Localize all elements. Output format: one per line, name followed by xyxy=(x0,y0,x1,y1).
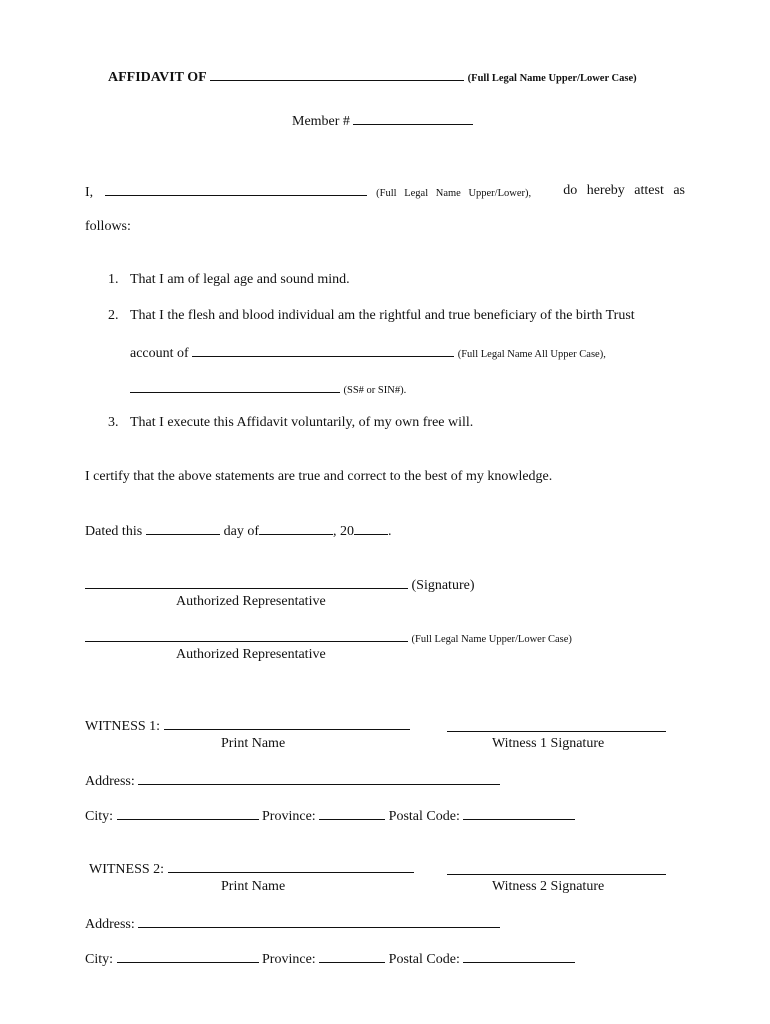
item-2-ssn xyxy=(130,380,406,399)
dated-line xyxy=(85,522,392,540)
witness-2-postal-field[interactable] xyxy=(463,950,575,963)
witness-1-address-field[interactable] xyxy=(138,772,500,785)
witness-2-city-line xyxy=(85,950,575,968)
witness-1-province-label: Province: xyxy=(262,809,316,824)
intro-line xyxy=(85,183,685,202)
item-3-number: 3. xyxy=(108,415,119,430)
full-name-line xyxy=(85,629,572,648)
intro-continuation: follows: xyxy=(85,219,131,234)
item-3 xyxy=(108,415,473,431)
witness-2-signature-field[interactable] xyxy=(447,862,666,875)
witness-2-province-label: Province: xyxy=(262,952,316,967)
dated-prefix: Dated this xyxy=(85,524,143,539)
dated-end: . xyxy=(388,524,392,539)
witness-2-name-field[interactable] xyxy=(168,860,414,873)
witness-2-province-field[interactable] xyxy=(319,950,385,963)
year-field[interactable] xyxy=(354,522,388,535)
day-field[interactable] xyxy=(146,522,220,535)
account-hint: (Full Legal Name All Upper Case), xyxy=(457,349,606,360)
intro-prefix: I, xyxy=(85,185,94,200)
affiant-name-field[interactable] xyxy=(210,68,464,81)
account-label: account of xyxy=(130,346,189,361)
item-2-number: 2. xyxy=(108,308,119,323)
item-3-text: That I execute this Affidavit voluntarily, of my own free will. xyxy=(130,415,474,430)
year-prefix: , 20 xyxy=(333,524,355,539)
witness-2-address-label: Address: xyxy=(85,917,135,932)
item-2-text: That I the flesh and blood individual am the rightful and true beneficiary of the birth Trust xyxy=(130,308,635,323)
certify-statement: I certify that the above statements are true and correct to the best of my knowledge. xyxy=(85,469,553,484)
ssn-field[interactable] xyxy=(130,380,340,393)
witness-1-signature-label: Witness 1 Signature xyxy=(492,736,605,751)
witness-2-signature-label: Witness 2 Signature xyxy=(492,879,605,894)
witness-1-city-line xyxy=(85,807,575,825)
item-1-number: 1. xyxy=(108,272,119,287)
item-1-text: That I am of legal age and sound mind. xyxy=(130,272,350,287)
witness-1-signature-field[interactable] xyxy=(447,719,666,732)
witness-1-address-line xyxy=(85,772,500,790)
witness-1-address-label: Address: xyxy=(85,774,135,789)
witness-1-city-label: City: xyxy=(85,809,114,824)
title-heading: AFFIDAVIT OF xyxy=(108,70,207,85)
witness-1-line xyxy=(85,717,410,735)
witness-2-label: WITNESS 2: xyxy=(89,862,165,877)
signature-hint: (Signature) xyxy=(411,578,475,593)
signature-role: Authorized Representative xyxy=(176,594,326,609)
intro-suffix: do hereby attest as xyxy=(563,183,685,198)
account-name-field[interactable] xyxy=(192,344,454,357)
witness-1-label: WITNESS 1: xyxy=(85,719,161,734)
item-2 xyxy=(108,308,635,324)
member-line xyxy=(292,112,473,130)
witness-2-city-label: City: xyxy=(85,952,114,967)
witness-1-postal-label: Postal Code: xyxy=(388,809,460,824)
witness-2-print-name-label: Print Name xyxy=(221,879,286,894)
witness-2-city-field[interactable] xyxy=(117,950,259,963)
witness-1-city-field[interactable] xyxy=(117,807,259,820)
witness-2-postal-label: Postal Code: xyxy=(388,952,460,967)
month-field[interactable] xyxy=(259,522,333,535)
witness-2-address-field[interactable] xyxy=(138,915,500,928)
full-name-hint: (Full Legal Name Upper/Lower Case) xyxy=(411,634,572,645)
witness-1-postal-field[interactable] xyxy=(463,807,575,820)
full-name-field[interactable] xyxy=(85,629,408,642)
intro-hint: (Full Legal Name Upper/Lower), xyxy=(376,188,532,199)
signature-field[interactable] xyxy=(85,576,408,589)
witness-1-province-field[interactable] xyxy=(319,807,385,820)
witness-1-print-name-label: Print Name xyxy=(221,736,286,751)
affidavit-title xyxy=(108,68,637,87)
member-number-field[interactable] xyxy=(353,112,473,125)
title-hint: (Full Legal Name Upper/Lower Case) xyxy=(467,73,637,84)
witness-2-address-line xyxy=(85,915,500,933)
day-of-label: day of xyxy=(223,524,260,539)
signature-line xyxy=(85,576,474,594)
full-name-role: Authorized Representative xyxy=(176,647,326,662)
intro-name-field[interactable] xyxy=(105,183,367,196)
member-label: Member # xyxy=(292,114,350,129)
ssn-hint: (SS# or SIN#). xyxy=(343,385,407,396)
item-1 xyxy=(108,272,350,288)
witness-2-line xyxy=(89,860,414,878)
item-2-account xyxy=(130,344,606,363)
witness-1-name-field[interactable] xyxy=(164,717,410,730)
